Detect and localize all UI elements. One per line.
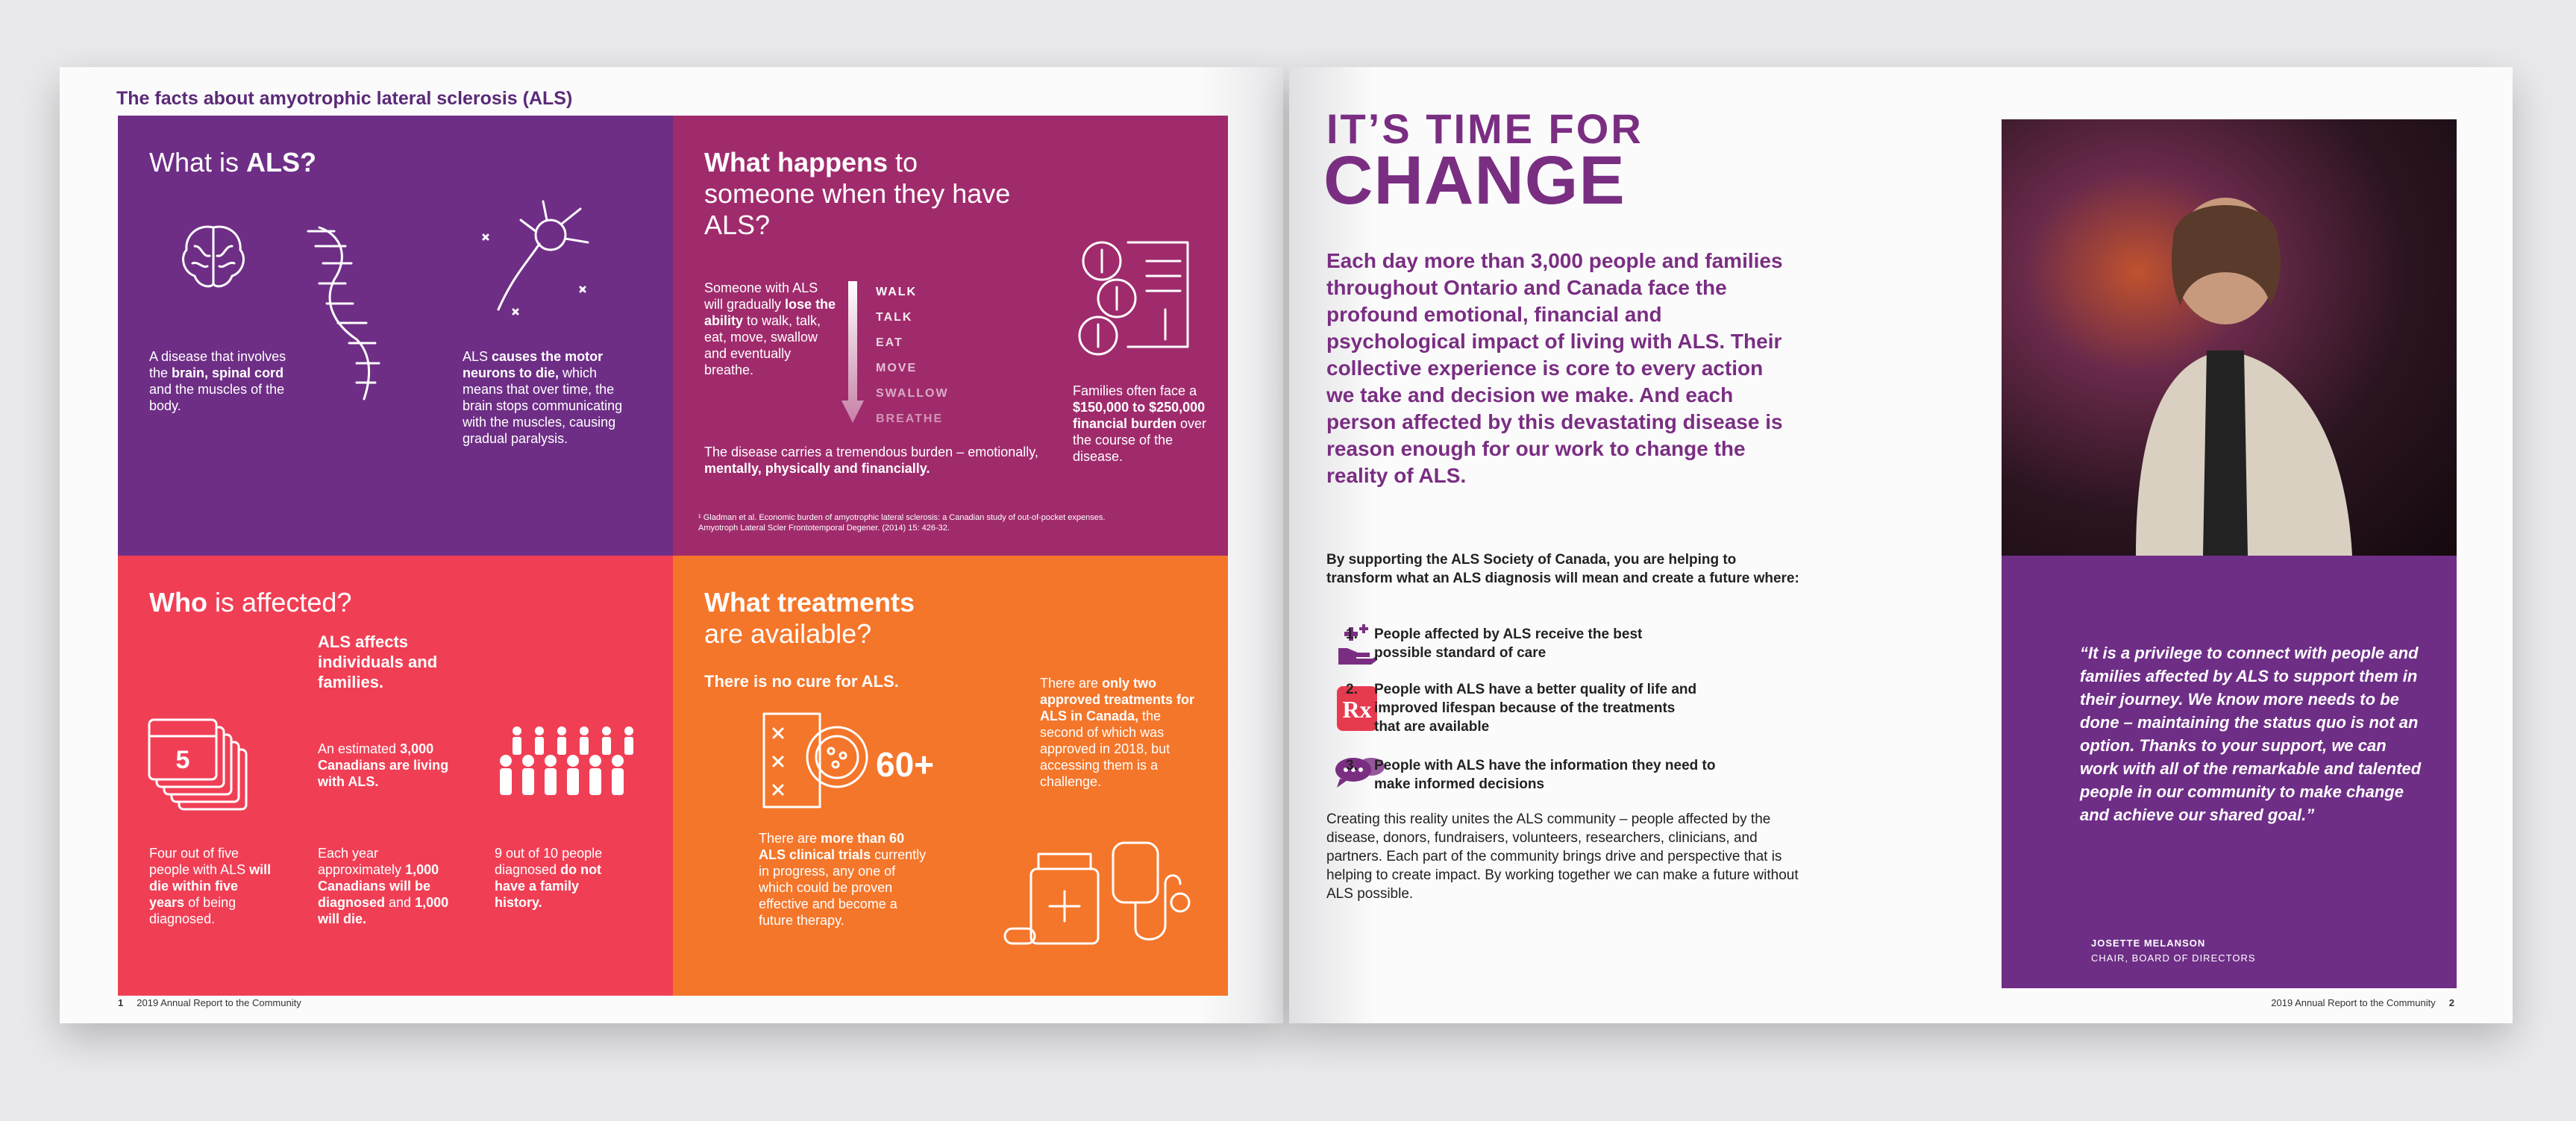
panel-title: What happens to someone when they have ALS? — [704, 147, 1011, 240]
arrow-down-icon — [842, 281, 864, 423]
panel-title: What is ALS? — [149, 147, 317, 178]
medicine-iv-icon — [1001, 839, 1210, 951]
future-item-3: People with ALS have the information they need to make informed decisions — [1374, 758, 1716, 792]
panel-what-happens — [673, 116, 1228, 556]
clinical-trial-icon — [762, 712, 874, 809]
step-breathe: BREATHE — [876, 412, 944, 425]
step-talk: TALK — [876, 311, 913, 324]
quote-panel — [2002, 556, 2457, 988]
lose-ability-text: Someone with ALS will gradually lose the ability to walk, talk, eat, move, swallow and eventually breathe. — [704, 280, 836, 377]
future-item-2: People with ALS have a better quality of life and improved lifespan because of the treatments that are available — [1374, 682, 1697, 735]
affects-lead: ALS affects individuals and families. — [318, 632, 438, 691]
five-years-text: Four out of five people with ALS will die within five years of being diagnosed. — [149, 846, 272, 926]
ability-steps — [876, 280, 949, 432]
lead-paragraph: Each day more than 3,000 people and families throughout Ontario and Canada face the profound emotional, financial and psychological impact of living with ALS. Their collective experience is core to every action we take and decision we make. And each person affected by this devastating disease is reason enough for our work to change the reality of ALS. — [1326, 249, 1783, 487]
trials-number: 60+ — [876, 745, 935, 784]
calendar-number: 5 — [175, 746, 190, 774]
svg-text:Rx: Rx — [1342, 696, 1372, 723]
chair-quote: “It is a privilege to connect with people and families affected by ALS to support them in their journey. We know more needs to be done – maintaining the status quo is not an option. Thanks to your support, we can work with all of the remarkable and talented people in our community to make change and achieve our shared goal.” — [2080, 644, 2422, 824]
approved-treatments-text: There are only two approved treatments for ALS in Canada, the second of which was approved in 2018, but accessing them is a challenge. — [1040, 676, 1195, 789]
item-number-3: 3. — [1346, 758, 1358, 773]
diagnosed-yearly-text: Each year approximately 1,000 Canadians will be diagnosed and 1,000 will die. — [318, 846, 449, 926]
what-is-als-text: A disease that involves the brain, spinal cord and the muscles of the body. — [149, 349, 286, 413]
step-eat: EAT — [876, 336, 903, 349]
step-walk: WALK — [876, 286, 918, 298]
motor-neuron-text: ALS causes the motor neurons to die, which means that over time, the brain stops communicating with the muscles, causing gradual paralysis. — [463, 349, 623, 446]
step-swallow: SWALLOW — [876, 387, 949, 400]
right-page — [1289, 67, 2513, 1023]
title-line-2: CHANGE — [1323, 142, 1626, 219]
panel-title: What treatments are available? — [704, 587, 915, 649]
family-history-text: 9 out of 10 people diagnosed do not have a family history. — [495, 846, 603, 910]
future-item-1: People affected by ALS receive the best possible standard of care — [1374, 627, 1643, 661]
item-number-1: 1. — [1346, 627, 1358, 642]
quote-name: JOSETTE MELANSON — [2091, 938, 2206, 949]
spine-icon — [297, 220, 394, 406]
footer-right: 2019 Annual Report to the Community 2 — [2271, 997, 2454, 1008]
portrait-photo — [2002, 119, 2457, 556]
no-cure-text: There is no cure for ALS. — [704, 672, 899, 691]
support-paragraph: By supporting the ALS Society of Canada, you are helping to transform what an ALS diagnosis will mean and create a future where: — [1326, 552, 1799, 586]
panel-who-is-affected — [118, 556, 673, 996]
title-line-1: IT’S TIME FOR — [1326, 105, 1643, 152]
item-number-2: 2. — [1346, 682, 1358, 697]
brain-icon — [176, 220, 251, 295]
footer-left: 1 2019 Annual Report to the Community — [118, 997, 301, 1008]
living-stat: An estimated 3,000 Canadians are living with ALS. — [318, 741, 449, 789]
financial-burden-text: Families often face a $150,000 to $250,000 financial burden over the course of the disease. — [1073, 383, 1207, 464]
footnote: ¹ Gladman et al. Economic burden of amyotrophic lateral sclerosis: a Canadian study of out-of-pocket expenses. Amyotroph Lateral Scler Frontotemporal Degener. (2014) 15: 426-32. — [698, 513, 1106, 533]
left-page — [60, 67, 1283, 1023]
money-bill-icon — [1076, 235, 1203, 362]
panel-treatments — [673, 556, 1228, 996]
closing-paragraph: Creating this reality unites the ALS community – people affected by the disease, donors, fundraisers, volunteers, researchers, clinicians, and partners. Each part of the community brings drive and perspective that is helping to create impact. By working together we can make a future without ALS possible. — [1326, 811, 1799, 902]
quote-role: CHAIR, BOARD OF DIRECTORS — [2091, 952, 2256, 964]
panel-what-is-als — [118, 116, 673, 556]
clinical-trials-text: There are more than 60 ALS clinical trials currently in progress, any one of which could be proven effective and become a future therapy. — [759, 831, 927, 928]
burden-text: The disease carries a tremendous burden – emotionally, mentally, physically and financially. — [704, 445, 1038, 476]
panel-title: Who is affected? — [149, 587, 352, 618]
step-move: MOVE — [876, 362, 918, 374]
person-silhouette-icon — [2136, 179, 2352, 556]
neuron-icon — [468, 198, 595, 324]
people-group-icon — [491, 716, 640, 813]
calendar-icon — [149, 720, 261, 817]
page-kicker: The facts about amyotrophic lateral sclerosis (ALS) — [116, 88, 573, 109]
